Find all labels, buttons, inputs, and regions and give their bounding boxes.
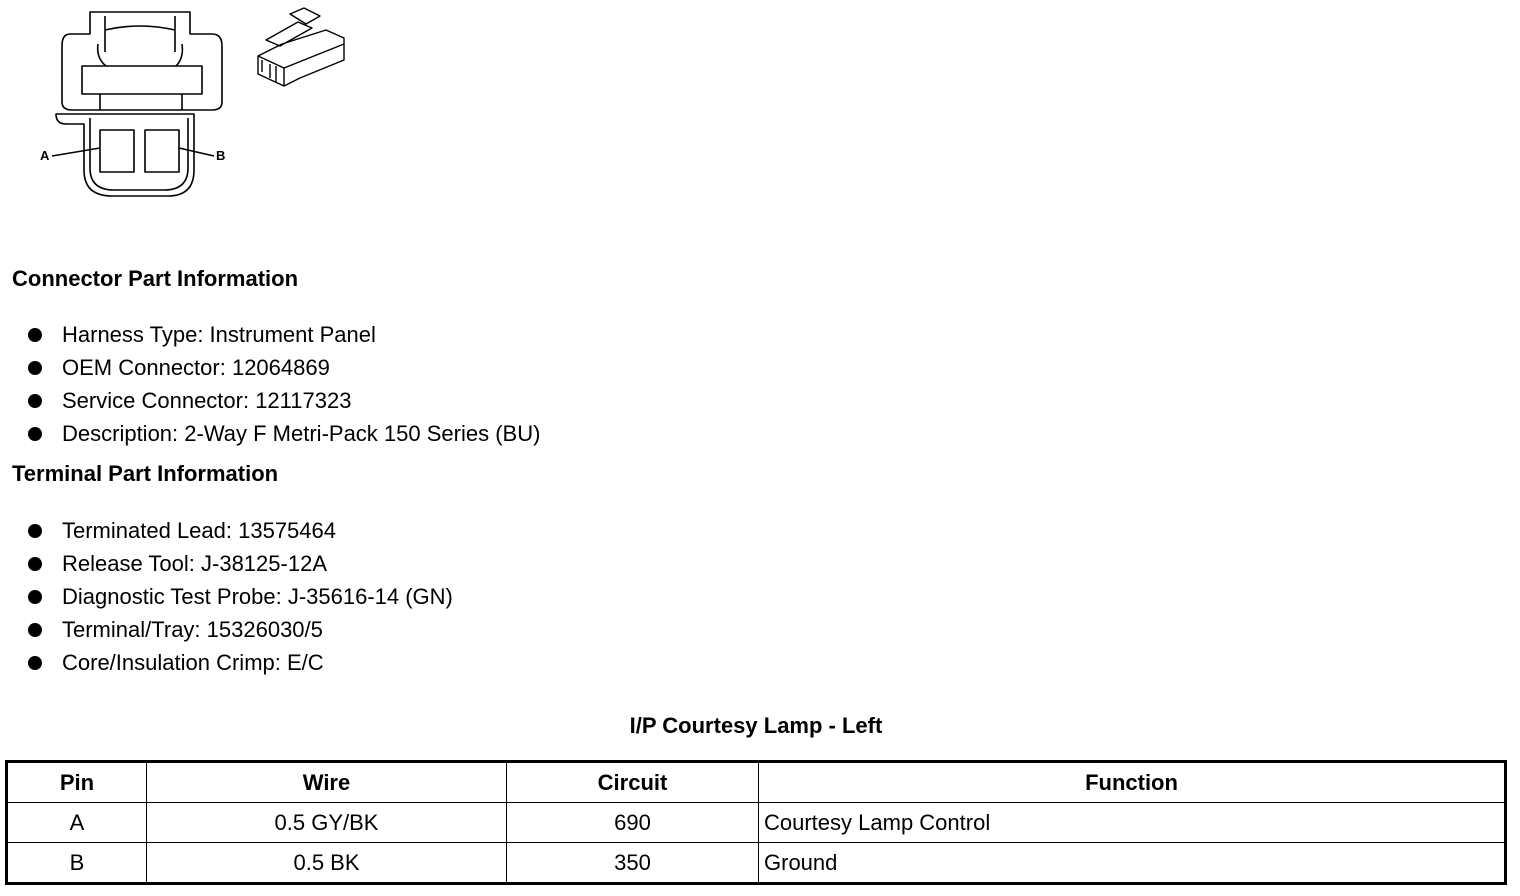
list-item bbox=[28, 351, 540, 384]
table-header-row bbox=[7, 762, 1506, 803]
column-header-function: Function bbox=[759, 762, 1506, 803]
list-item-text: Diagnostic Test Probe: J-35616-14 (GN) bbox=[62, 584, 453, 609]
column-header-pin: Pin bbox=[7, 762, 147, 803]
column-header-circuit: Circuit bbox=[507, 762, 759, 803]
list-item bbox=[28, 580, 453, 613]
cell-function: Courtesy Lamp Control bbox=[759, 803, 1506, 843]
bullet-icon bbox=[28, 524, 42, 538]
list-item-text: Release Tool: J-38125-12A bbox=[62, 551, 327, 576]
cavity-a bbox=[100, 130, 134, 172]
bullet-icon bbox=[28, 328, 42, 342]
pin-table bbox=[5, 760, 1507, 885]
list-item bbox=[28, 613, 453, 646]
list-item-text: Core/Insulation Crimp: E/C bbox=[62, 650, 324, 675]
list-item bbox=[28, 547, 453, 580]
list-item bbox=[28, 514, 453, 547]
list-item bbox=[28, 318, 540, 351]
cell-wire: 0.5 GY/BK bbox=[147, 803, 507, 843]
list-item-text: Description: 2-Way F Metri-Pack 150 Series (BU) bbox=[62, 421, 541, 446]
latch-bar bbox=[82, 66, 202, 94]
list-item-text: Terminal/Tray: 15326030/5 bbox=[62, 617, 323, 642]
bullet-icon bbox=[28, 427, 42, 441]
cavity-b bbox=[145, 130, 179, 172]
bullet-icon bbox=[28, 394, 42, 408]
table-row bbox=[7, 803, 1506, 843]
column-header-wire: Wire bbox=[147, 762, 507, 803]
list-item bbox=[28, 646, 453, 679]
list-item-text: Terminated Lead: 13575464 bbox=[62, 518, 336, 543]
cell-wire: 0.5 BK bbox=[147, 843, 507, 884]
cell-pin: B bbox=[7, 843, 147, 884]
pin-b-label: B bbox=[216, 148, 226, 163]
pin-a-label: A bbox=[40, 148, 50, 163]
cell-circuit: 350 bbox=[507, 843, 759, 884]
connector-info-title: Connector Part Information bbox=[12, 266, 299, 291]
bullet-icon bbox=[28, 590, 42, 604]
cell-circuit: 690 bbox=[507, 803, 759, 843]
bullet-icon bbox=[28, 656, 42, 670]
pin-a-leader bbox=[52, 148, 100, 156]
list-item-text: Service Connector: 12117323 bbox=[62, 388, 352, 413]
list-item bbox=[28, 417, 540, 450]
cell-pin: A bbox=[7, 803, 147, 843]
pin-b-leader bbox=[179, 148, 214, 156]
list-item-text: OEM Connector: 12064869 bbox=[62, 355, 330, 380]
list-item bbox=[28, 384, 540, 417]
table-row bbox=[7, 843, 1506, 884]
bullet-icon bbox=[28, 557, 42, 571]
connector-face-diagram bbox=[0, 0, 360, 210]
bullet-icon bbox=[28, 623, 42, 637]
list-item-text: Harness Type: Instrument Panel bbox=[62, 322, 376, 347]
connector-cavity-body bbox=[56, 114, 194, 196]
terminal-info-title: Terminal Part Information bbox=[12, 461, 279, 486]
bullet-icon bbox=[28, 361, 42, 375]
terminal-info-list bbox=[28, 514, 453, 679]
connector-info-list bbox=[28, 318, 540, 450]
pin-table-title: I/P Courtesy Lamp - Left bbox=[629, 713, 883, 738]
connector-isometric-icon bbox=[258, 8, 344, 86]
connector-latch bbox=[105, 16, 175, 52]
cell-function: Ground bbox=[759, 843, 1506, 884]
